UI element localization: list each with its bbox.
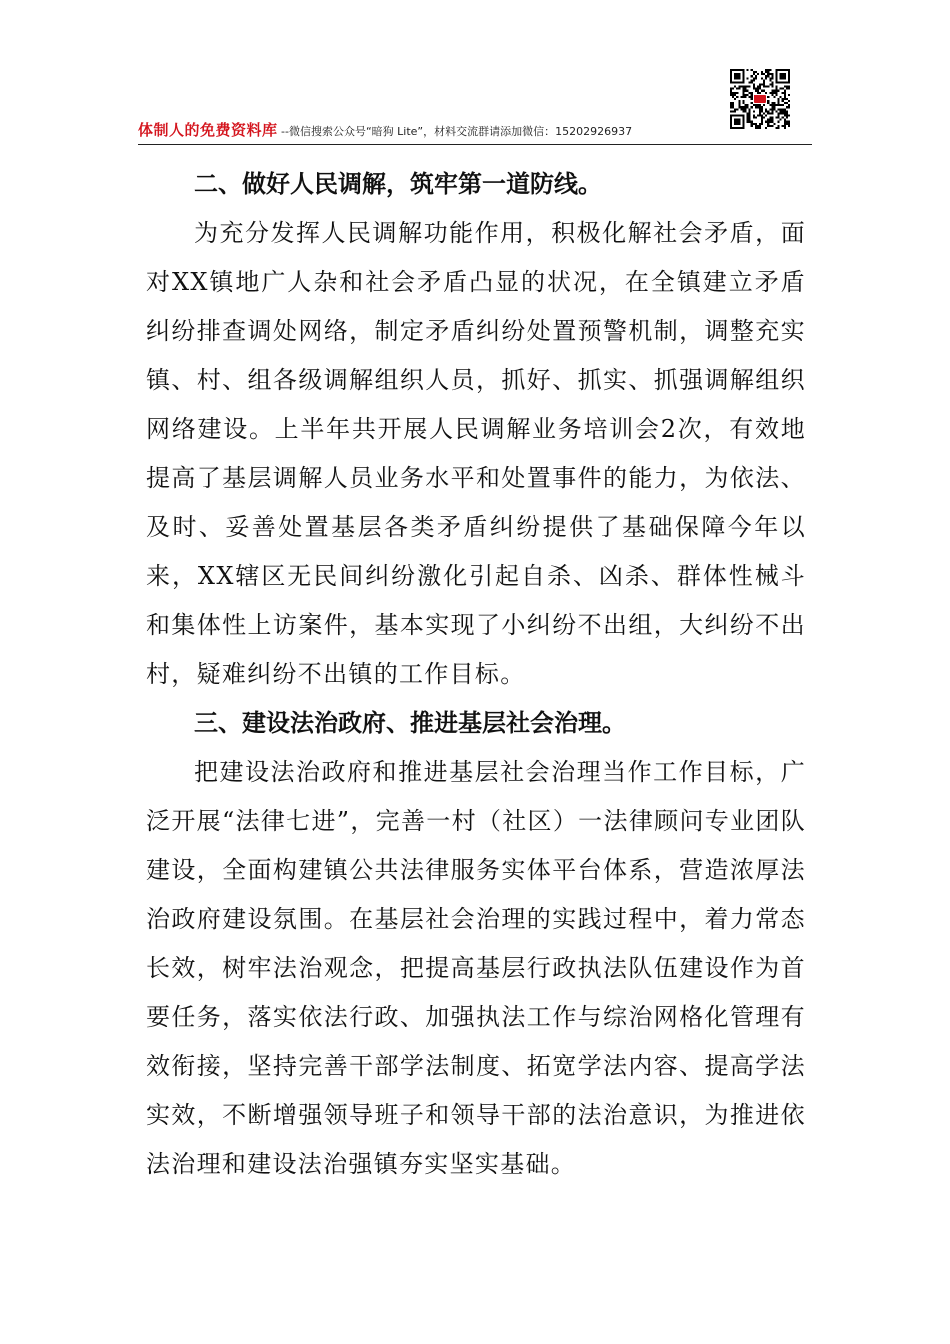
document-body xyxy=(146,160,806,1189)
qr-code-icon xyxy=(730,69,790,129)
section-paragraph-2: 为充分发挥人民调解功能作用，积极化解社会矛盾，面对XX镇地广人杂和社会矛盾凸显的状况，在全镇建立矛盾纠纷排查调处网络，制定矛盾纠纷处置预警机制，调整充实镇、村、组各级调解组织人员，抓好、抓实、抓强调解组织网络建设。上半年共开展人民调解业务培训会2次，有效地提高了基层调解人员业务水平和处置事件的能力，为依法、及时、妥善处置基层各类矛盾纠纷提供了基础保障今年以来，XX辖区无民间纠纷激化引起自杀、凶杀、群体性械斗和集体性上访案件，基本实现了小纠纷不出组，大纠纷不出村，疑难纠纷不出镇的工作目标。 xyxy=(146,219,806,688)
page-header xyxy=(138,60,814,146)
section-heading-2: 二、做好人民调解，筑牢第一道防线。 xyxy=(194,170,602,198)
section-heading-3: 三、建设法治政府、推进基层社会治理。 xyxy=(194,709,626,737)
header-brand: 体制人的免费资料库 xyxy=(138,121,278,139)
section-paragraph-3: 把建设法治政府和推进基层社会治理当作工作目标，广泛开展“法律七进”，完善一村（社区）一法律顾问专业团队建设，全面构建镇公共法律服务实体平台体系，营造浓厚法治政府建设氛围。在基层社会治理的实践过程中，着力常态长效，树牢法治观念，把提高基层行政执法队伍建设作为首要任务，落实依法行政、加强执法工作与综治网格化管理有效衔接，坚持完善干部学法制度、拓宽学法内容、提高学法实效，不断增强领导班子和领导干部的法治意识，为推进依法治理和建设法治强镇夯实坚实基础。 xyxy=(146,758,806,1178)
header-banner xyxy=(138,122,632,140)
header-note: --微信搜索公众号“暗狗 Lite”，材料交流群请添加微信：15202926937 xyxy=(277,125,633,138)
header-divider xyxy=(138,144,812,145)
